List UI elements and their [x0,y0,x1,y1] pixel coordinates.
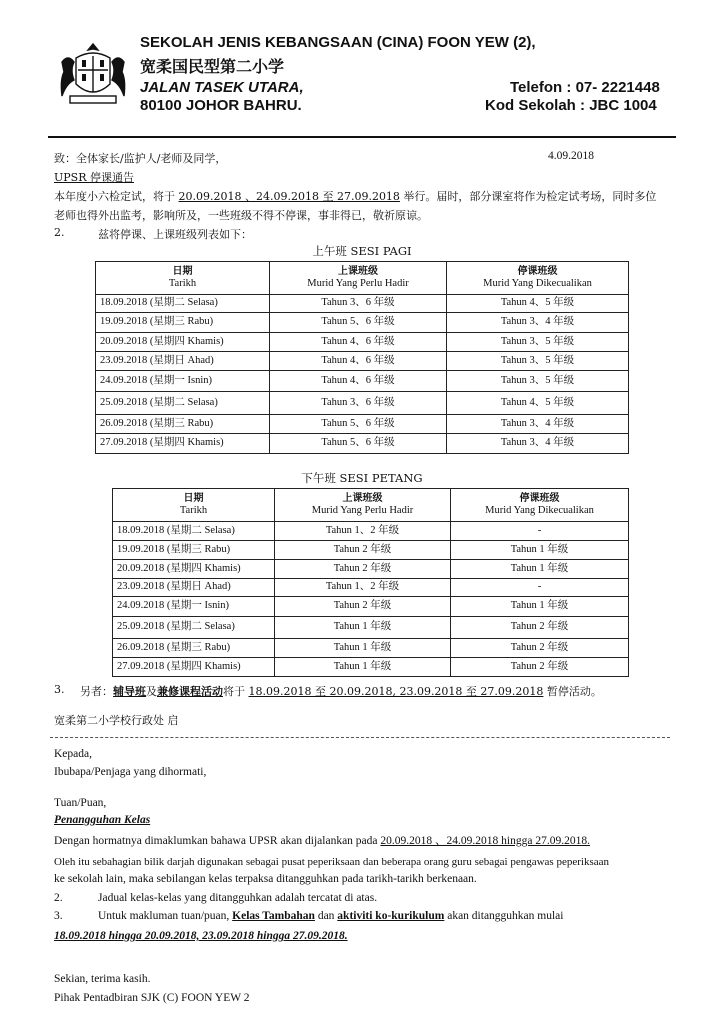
header-tarikh: 日期 Tarikh [113,489,275,522]
ms-item3-kelas: Kelas Tambahan [232,910,315,922]
ms-signoff: Pihak Pentadbiran SJK (C) FOON YEW 2 [54,992,250,1004]
cell-dikecualikan: Tahun 2 年级 [451,617,629,639]
cell-dikecualikan: Tahun 3、4 年级 [447,415,629,434]
cn-item3-and: 及 [146,685,157,698]
cn-item2-text: 兹将停课、上课班级列表如下： [98,228,252,241]
cell-dikecualikan: Tahun 1 年级 [451,541,629,560]
cell-date: 27.09.2018 (星期四 Khamis) [113,658,275,677]
cell-hadir: Tahun 4、6 年级 [270,371,447,392]
school-code-value: JBC 1004 [589,97,657,114]
ms-para1 [54,832,590,848]
phone-label: Telefon : [510,79,572,96]
table-row [113,522,629,541]
header-dikecualikan: 停课班级 Murid Yang Dikecualikan [451,489,629,522]
ms-item3-and: dan [314,910,338,922]
cell-dikecualikan: Tahun 3、4 年级 [447,434,629,454]
cell-date: 20.09.2018 (星期四 Khamis) [113,560,275,579]
cell-hadir: Tahun 5、6 年级 [270,434,447,454]
cell-date: 25.09.2018 (星期二 Selasa) [113,617,275,639]
cn-item3-cocurricular: 兼修课程活动 [157,685,223,698]
cell-date: 20.09.2018 (星期四 Khamis) [96,333,270,352]
table-header-row [96,262,629,295]
address-line-2: 80100 JOHOR BAHRU. [140,97,302,114]
cell-hadir: Tahun 5、6 年级 [270,313,447,333]
ms-item3-dates [54,930,348,942]
cn-item3 [80,683,602,699]
table-pagi-caption: 上午班 SESI PAGI [312,244,412,258]
cell-hadir: Tahun 1 年级 [275,639,451,658]
header-divider [48,136,676,138]
header-tarikh: 日期 Tarikh [96,262,270,295]
cell-hadir: Tahun 1 年级 [275,658,451,677]
cell-dikecualikan: Tahun 4、5 年级 [447,392,629,415]
cn-item3-c: 将于 [223,685,249,698]
cn-subject-text: UPSR 停课通告 [54,171,134,184]
cell-hadir: Tahun 3、6 年级 [270,295,447,313]
cell-date: 24.09.2018 (星期一 Isnin) [96,371,270,392]
ms-item2-num: 2. [54,892,63,904]
table-row [113,579,629,597]
table-row [96,295,629,313]
cell-dikecualikan: Tahun 4、5 年级 [447,295,629,313]
cn-item3-d: 暂停活动。 [543,685,602,698]
cell-dikecualikan: Tahun 3、5 年级 [447,371,629,392]
cn-item3-tuition: 辅导班 [113,685,146,698]
ms-item3-c: akan ditangguhkan mulai [444,910,564,922]
school-code-info [485,97,657,114]
address-line-1: JALAN TASEK UTARA, [140,79,304,96]
cell-hadir: Tahun 2 年级 [275,560,451,579]
cn-para1-dates: 20.09.2018 、24.09.2018 至 27.09.2018 [178,190,400,203]
ms-salutation: Tuan/Puan, [54,797,107,809]
ms-item3-dates-text: 18.09.2018 hingga 20.09.2018, 23.09.2018 hingga 27.09.2018. [54,930,348,942]
cn-item3-a: 另者： [80,685,113,698]
school-code-label: Kod Sekolah : [485,97,586,114]
ms-closing: Sekian, terima kasih. [54,973,151,985]
cell-dikecualikan: - [451,579,629,597]
cn-para1-b: 举行。届时，部分课室将作为检定试考场，同时多位 [399,190,657,203]
header-hadir: 上课班级 Murid Yang Perlu Hadir [275,489,451,522]
cell-date: 18.09.2018 (星期二 Selasa) [96,295,270,313]
table-row [96,313,629,333]
ms-recipient: Ibubapa/Penjaga yang dihormati, [54,766,207,778]
phone-value: 07- 2221448 [575,79,660,96]
cell-dikecualikan: Tahun 3、4 年级 [447,313,629,333]
cell-dikecualikan: Tahun 3、5 年级 [447,352,629,371]
ms-para2-line2: ke sekolah lain, maka sebilangan kelas terpaksa ditangguhkan pada tarikh-tarikh berkenaan. [54,873,477,885]
ms-to: Kepada, [54,748,92,760]
cell-date: 26.09.2018 (星期三 Rabu) [113,639,275,658]
cell-date: 23.09.2018 (星期日 Ahad) [96,352,270,371]
cn-item2-num: 2. [54,226,65,239]
school-name-chinese: 宽柔国民型第二小学 [140,57,285,76]
table-row [96,434,629,454]
table-row [113,617,629,639]
cell-hadir: Tahun 2 年级 [275,541,451,560]
table-row [113,541,629,560]
ms-para2-line1: Oleh itu sebahagian bilik darjah digunakan sebagai pusat peperiksaan dan beberapa orang guru sebagai pengawas peperiksaan [54,856,609,868]
cell-hadir: Tahun 1 年级 [275,617,451,639]
ms-para1-dates: 20.09.2018 、24.09.2018 hingga 27.09.2018. [380,835,590,847]
cell-hadir: Tahun 1、2 年级 [275,522,451,541]
cell-hadir: Tahun 5、6 年级 [270,415,447,434]
cell-date: 19.09.2018 (星期三 Rabu) [113,541,275,560]
cn-para1-line1 [54,188,656,204]
table-row [113,560,629,579]
cell-hadir: Tahun 4、6 年级 [270,352,447,371]
table-sesi-pagi [95,261,629,454]
ms-item3-a: Untuk makluman tuan/puan, [98,910,233,922]
cell-dikecualikan: - [451,522,629,541]
table-row [96,333,629,352]
table-row [113,639,629,658]
phone-info [510,79,660,96]
school-crest-logo [56,40,130,106]
cn-para1-a: 本年度小六检定试，将于 [54,190,179,203]
table-petang-caption: 下午班 SESI PETANG [301,471,423,485]
table-row [96,415,629,434]
table-row [96,352,629,371]
ms-item3-koku: aktiviti ko-kurikulum [337,910,445,922]
cn-subject [54,169,134,185]
ms-item3 [98,910,563,922]
cell-hadir: Tahun 2 年级 [275,597,451,617]
table-row [113,658,629,677]
table-sesi-petang [112,488,629,677]
header-hadir: 上课班级 Murid Yang Perlu Hadir [270,262,447,295]
cell-hadir: Tahun 3、6 年级 [270,392,447,415]
cn-item3-dates: 18.09.2018 至 20.09.2018, 23.09.2018 至 27.09.2018 [248,685,544,698]
cell-date: 19.09.2018 (星期三 Rabu) [96,313,270,333]
table-row [113,597,629,617]
table-header-row [113,489,629,522]
cn-recipient: 致：全体家长/监护人/老师及同学， [54,152,227,165]
ms-para1-a: Dengan hormatnya dimaklumkan bahawa UPSR akan dijalankan pada [54,835,381,847]
cell-hadir: Tahun 1、2 年级 [275,579,451,597]
cell-date: 27.09.2018 (星期四 Khamis) [96,434,270,454]
header-dikecualikan: 停课班级 Murid Yang Dikecualikan [447,262,629,295]
ms-item3-num: 3. [54,910,63,922]
cn-signoff: 宽柔第二小学校行政处 启 [54,714,179,727]
cell-date: 25.09.2018 (星期二 Selasa) [96,392,270,415]
cell-dikecualikan: Tahun 2 年级 [451,639,629,658]
cell-dikecualikan: Tahun 2 年级 [451,658,629,677]
cell-date: 18.09.2018 (星期二 Selasa) [113,522,275,541]
cell-date: 24.09.2018 (星期一 Isnin) [113,597,275,617]
table-row [96,392,629,415]
ms-item2-text: Jadual kelas-kelas yang ditangguhkan adalah tercatat di atas. [98,892,378,904]
cell-hadir: Tahun 4、6 年级 [270,333,447,352]
notice-date: 4.09.2018 [548,150,594,162]
cell-dikecualikan: Tahun 1 年级 [451,560,629,579]
cell-date: 26.09.2018 (星期三 Rabu) [96,415,270,434]
school-name: SEKOLAH JENIS KEBANGSAAN (CINA) FOON YEW (2), [140,34,536,51]
table-row [96,371,629,392]
cn-para1-line2: 老师也得外出监考，影响所及，一些班级不得不停课，事非得已，敬祈原谅。 [54,209,428,222]
cell-dikecualikan: Tahun 1 年级 [451,597,629,617]
cn-item3-num: 3. [54,683,65,696]
cell-date: 23.09.2018 (星期日 Ahad) [113,579,275,597]
cell-dikecualikan: Tahun 3、5 年级 [447,333,629,352]
dashed-separator [50,737,670,738]
ms-subject [54,814,150,826]
ms-subject-text: Penangguhan Kelas [54,814,151,826]
